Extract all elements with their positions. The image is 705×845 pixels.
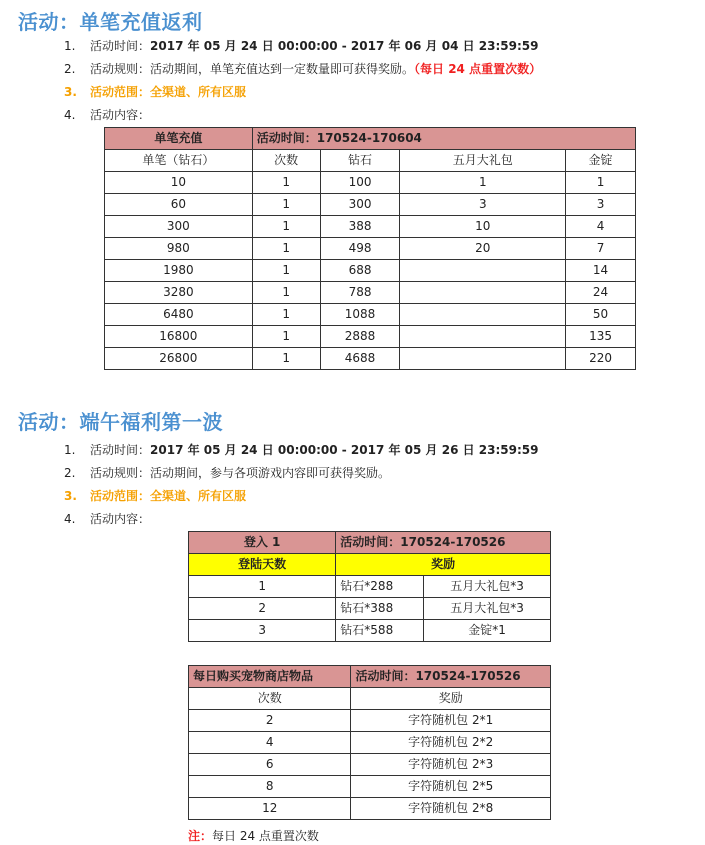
login-table-title: 登入 1 — [189, 532, 336, 554]
table-cell: 1 — [252, 172, 320, 194]
recharge-table — [104, 127, 636, 370]
col-header: 次数 — [252, 150, 320, 172]
table-cell: 20 — [400, 238, 566, 260]
col-header: 五月大礼包 — [400, 150, 566, 172]
table-cell: 4 — [189, 732, 351, 754]
table-row — [105, 282, 636, 304]
table-cell: 字符随机包 2*1 — [351, 710, 551, 732]
table-row — [189, 776, 551, 798]
table-cell: 12 — [189, 798, 351, 820]
table-cell: 2 — [189, 710, 351, 732]
table-cell: 2888 — [320, 326, 400, 348]
s1-item-content: 4. 活动内容： — [64, 108, 151, 122]
table-cell: 1980 — [105, 260, 253, 282]
shop-table — [188, 665, 551, 820]
table-row — [105, 348, 636, 370]
table-cell: 字符随机包 2*8 — [351, 798, 551, 820]
table-cell: 字符随机包 2*3 — [351, 754, 551, 776]
reset-note: 注：每日 24 点重置次数 — [188, 829, 319, 843]
table-cell: 980 — [105, 238, 253, 260]
table-cell: 3 — [189, 620, 336, 642]
table-cell: 1 — [252, 348, 320, 370]
table-cell: 10 — [400, 216, 566, 238]
table-cell: 3 — [400, 194, 566, 216]
table-row — [189, 798, 551, 820]
table-row — [105, 304, 636, 326]
s2-item-time: 1. 活动时间：2017 年 05 月 24 日 00:00:00 - 2017 年 05 月 26 日 23:59:59 — [64, 443, 539, 457]
table-cell: 220 — [566, 348, 636, 370]
col-header: 奖励 — [336, 554, 551, 576]
table-cell: 1 — [252, 304, 320, 326]
table-cell: 1088 — [320, 304, 400, 326]
login-table-time: 活动时间：170524-170526 — [336, 532, 551, 554]
table-cell — [400, 348, 566, 370]
table-cell: 金锭*1 — [424, 620, 551, 642]
table-cell: 16800 — [105, 326, 253, 348]
table-cell: 100 — [320, 172, 400, 194]
table-cell: 14 — [566, 260, 636, 282]
table-cell: 1 — [252, 238, 320, 260]
table-cell: 1 — [252, 260, 320, 282]
table-cell: 字符随机包 2*5 — [351, 776, 551, 798]
col-header: 单笔（钻石） — [105, 150, 253, 172]
col-header: 金锭 — [566, 150, 636, 172]
table-cell: 60 — [105, 194, 253, 216]
table-cell: 7 — [566, 238, 636, 260]
table-cell: 钻石*588 — [336, 620, 424, 642]
table-row — [189, 710, 551, 732]
table-cell: 4688 — [320, 348, 400, 370]
table-cell: 135 — [566, 326, 636, 348]
login-table — [188, 531, 551, 642]
table-cell: 1 — [252, 216, 320, 238]
table-cell: 6480 — [105, 304, 253, 326]
table-cell: 1 — [566, 172, 636, 194]
table-row — [105, 216, 636, 238]
table-cell: 1 — [400, 172, 566, 194]
table-cell — [400, 326, 566, 348]
s1-item-scope: 3. 活动范围：全渠道、所有区服 — [64, 85, 247, 99]
table-row — [105, 172, 636, 194]
table-cell: 300 — [320, 194, 400, 216]
section1-title: 活动：单笔充值返利 — [18, 10, 203, 34]
recharge-table-time: 活动时间：170524-170604 — [252, 128, 635, 150]
table-row — [105, 194, 636, 216]
table-cell: 788 — [320, 282, 400, 304]
table-cell: 1 — [189, 576, 336, 598]
table-cell: 300 — [105, 216, 253, 238]
shop-table-title: 每日购买宠物商店物品 — [189, 666, 351, 688]
table-row — [189, 754, 551, 776]
table-cell: 1 — [252, 326, 320, 348]
shop-table-time: 活动时间：170524-170526 — [351, 666, 551, 688]
table-cell: 50 — [566, 304, 636, 326]
table-cell: 4 — [566, 216, 636, 238]
table-cell: 8 — [189, 776, 351, 798]
table-cell: 24 — [566, 282, 636, 304]
table-cell: 1 — [252, 194, 320, 216]
section2-title: 活动：端午福利第一波 — [18, 410, 223, 434]
table-cell: 388 — [320, 216, 400, 238]
col-header: 登陆天数 — [189, 554, 336, 576]
table-cell: 3 — [566, 194, 636, 216]
table-cell: 钻石*288 — [336, 576, 424, 598]
col-header: 次数 — [189, 688, 351, 710]
table-cell: 3280 — [105, 282, 253, 304]
table-row — [189, 576, 551, 598]
table-row — [189, 620, 551, 642]
s2-item-rule: 2. 活动规则：活动期间，参与各项游戏内容即可获得奖励。 — [64, 466, 391, 480]
table-row — [105, 238, 636, 260]
table-cell: 2 — [189, 598, 336, 620]
recharge-table-title: 单笔充值 — [105, 128, 253, 150]
table-cell: 钻石*388 — [336, 598, 424, 620]
s2-item-content: 4. 活动内容： — [64, 512, 151, 526]
table-row — [189, 732, 551, 754]
table-cell: 五月大礼包*3 — [424, 598, 551, 620]
table-cell: 10 — [105, 172, 253, 194]
table-row — [105, 326, 636, 348]
table-row — [105, 260, 636, 282]
table-cell — [400, 260, 566, 282]
col-header: 奖励 — [351, 688, 551, 710]
table-cell: 五月大礼包*3 — [424, 576, 551, 598]
table-cell — [400, 304, 566, 326]
s1-item-time: 1. 活动时间：2017 年 05 月 24 日 00:00:00 - 2017 年 06 月 04 日 23:59:59 — [64, 39, 539, 53]
table-cell: 26800 — [105, 348, 253, 370]
table-cell: 498 — [320, 238, 400, 260]
table-cell: 1 — [252, 282, 320, 304]
s2-item-scope: 3. 活动范围：全渠道、所有区服 — [64, 489, 247, 503]
table-row — [189, 598, 551, 620]
table-cell: 6 — [189, 754, 351, 776]
s1-item-rule: 2. 活动规则：活动期间，单笔充值达到一定数量即可获得奖励。（每日 24 点重置次数） — [64, 62, 542, 76]
col-header: 钻石 — [320, 150, 400, 172]
table-cell — [400, 282, 566, 304]
table-cell: 688 — [320, 260, 400, 282]
table-cell: 字符随机包 2*2 — [351, 732, 551, 754]
